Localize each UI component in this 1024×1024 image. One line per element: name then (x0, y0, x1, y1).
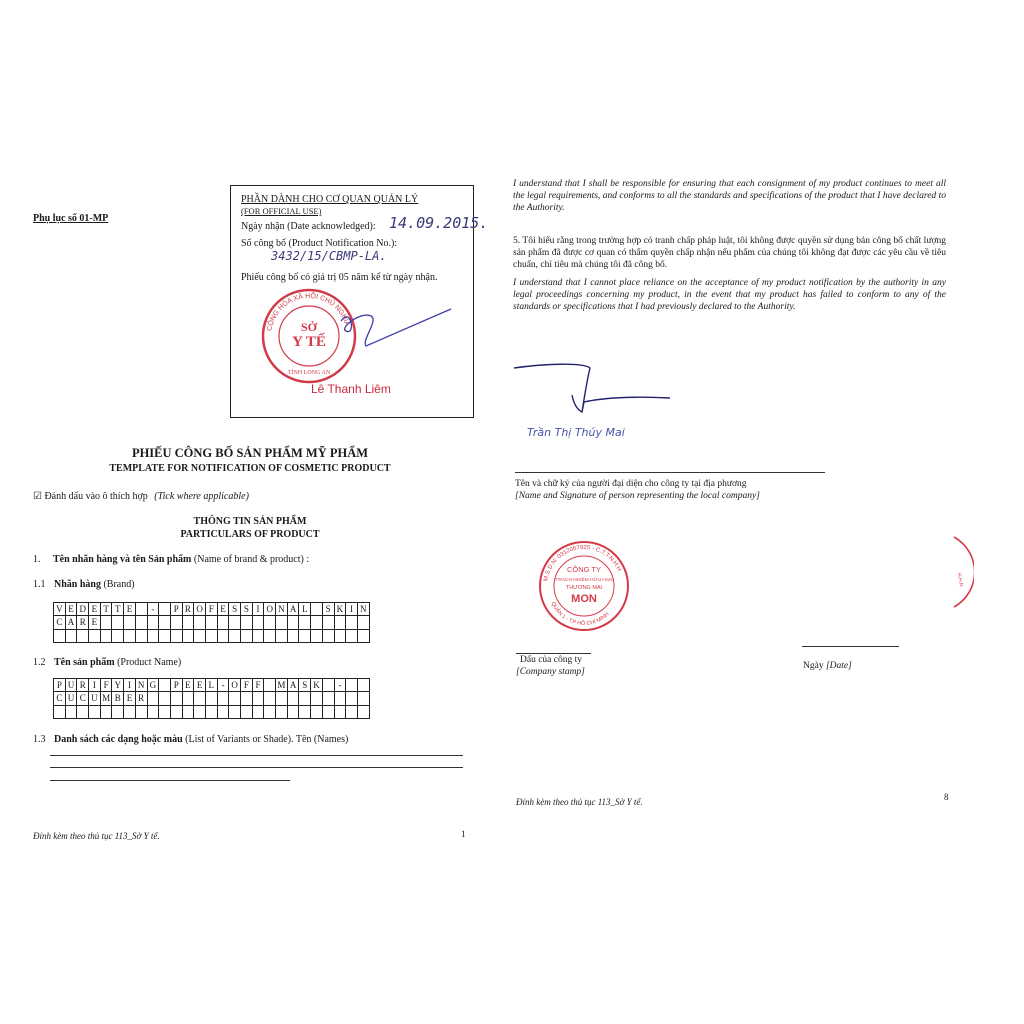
grid-cell (77, 629, 89, 642)
tick-note-vi: ☑ Đánh dấu vào ô thích hợp (33, 491, 148, 502)
grid-cell (241, 705, 253, 718)
grid-cell (159, 679, 171, 692)
grid-cell: D (77, 603, 89, 616)
grid-cell: S (241, 603, 253, 616)
grid-cell: - (217, 679, 229, 692)
stamp-line-3: THƯƠNG MẠI (565, 585, 603, 591)
grid-cell: S (299, 679, 311, 692)
grid-cell (311, 603, 323, 616)
grid-cell (135, 603, 147, 616)
date-line (802, 646, 899, 647)
grid-cell (264, 616, 276, 629)
notification-number-label: Số công bố (Product Notification No.): (241, 238, 398, 249)
brand-grid-row (54, 603, 370, 616)
grid-cell: I (89, 679, 101, 692)
grid-cell (194, 705, 206, 718)
sign-label-en: [Name and Signature of person representing the local company] (515, 491, 760, 501)
grid-cell: E (89, 603, 101, 616)
grid-cell (299, 629, 311, 642)
official-header: PHẦN DÀNH CHO CƠ QUAN QUẢN LÝ (241, 194, 419, 205)
grid-cell (182, 616, 194, 629)
grid-cell (170, 629, 182, 642)
grid-cell (311, 705, 323, 718)
grid-cell (311, 692, 323, 705)
grid-cell (159, 629, 171, 642)
grid-cell: T (112, 603, 124, 616)
grid-cell (357, 692, 369, 705)
grid-cell (229, 692, 241, 705)
grid-cell (334, 629, 346, 642)
grid-cell: L (299, 603, 311, 616)
grid-cell: F (252, 679, 264, 692)
grid-cell: - (334, 679, 346, 692)
title-en: TEMPLATE FOR NOTIFICATION OF COSMETIC PRODUCT (109, 463, 391, 474)
item-1 (33, 554, 309, 565)
grid-cell (311, 629, 323, 642)
grid-cell (287, 629, 299, 642)
item-1-2-label-vi: Tên sản phẩm (54, 657, 115, 668)
grid-cell: P (170, 679, 182, 692)
stamp-ring-text: M.S.D.N: 0312057925 - C.T.T.N.H.H (543, 544, 622, 582)
seal-center-text: SỞ (300, 320, 318, 334)
seal-bottom-text: TỈNH LONG AN (287, 370, 331, 376)
grid-cell (276, 629, 288, 642)
grid-cell (205, 616, 217, 629)
date-label-vi: Ngày (803, 661, 824, 671)
item-1-3-label-en: (List of Variants or Shade). Tên (Names) (185, 734, 349, 745)
variants-line (50, 755, 463, 756)
grid-cell (241, 692, 253, 705)
grid-cell (124, 629, 136, 642)
grid-cell (135, 616, 147, 629)
tick-note-en: (Tick where applicable) (154, 491, 249, 502)
company-stamp-label-en: [Company stamp] (516, 667, 585, 677)
company-stamp-label-vi: Dấu của công ty (520, 655, 582, 665)
item-1-3-label-vi: Danh sách các dạng hoặc màu (54, 734, 183, 745)
grid-cell (334, 705, 346, 718)
seal-center-text-2: Y TẾ (292, 334, 326, 350)
grid-cell (322, 629, 334, 642)
official-signature (331, 301, 461, 361)
grid-cell (217, 692, 229, 705)
edge-stamp-fragment (950, 535, 974, 610)
tick-note (33, 491, 249, 502)
grid-cell (252, 629, 264, 642)
grid-cell (252, 692, 264, 705)
grid-cell: A (287, 603, 299, 616)
grid-cell: O (229, 679, 241, 692)
grid-cell (159, 603, 171, 616)
grid-cell (77, 705, 89, 718)
product-grid-row (54, 705, 370, 718)
grid-cell: C (54, 692, 66, 705)
grid-cell: E (89, 616, 101, 629)
grid-cell (65, 705, 77, 718)
grid-cell: P (170, 603, 182, 616)
grid-cell: C (54, 616, 66, 629)
section-en: PARTICULARS OF PRODUCT (180, 529, 320, 540)
date-acknowledged-value: 14.09.2015. (389, 214, 489, 232)
grid-cell (276, 692, 288, 705)
grid-cell: U (65, 679, 77, 692)
grid-cell: R (77, 679, 89, 692)
brand-grid-row (54, 629, 370, 642)
grid-cell (194, 616, 206, 629)
notification-number-value: 3432/15/CBMP-LA. (271, 249, 387, 263)
grid-cell: S (229, 603, 241, 616)
date-field (803, 661, 852, 671)
grid-cell: M (102, 693, 111, 704)
grid-cell: N (357, 603, 369, 616)
grid-cell (217, 616, 229, 629)
grid-cell: R (135, 692, 147, 705)
item-1-number: 1. (33, 554, 41, 565)
product-grid-row (54, 679, 370, 692)
grid-cell: M (277, 680, 286, 691)
grid-cell: G (147, 679, 159, 692)
section-vi: THÔNG TIN SẢN PHẨM (193, 516, 307, 527)
grid-cell: P (54, 679, 66, 692)
grid-cell (287, 616, 299, 629)
seal-ring-text: CỘNG HÒA XÃ HỘI CHỦ NGHĨA (266, 292, 351, 332)
grid-cell (54, 629, 66, 642)
signature-line (515, 472, 825, 473)
grid-cell: E (217, 603, 229, 616)
grid-cell (357, 679, 369, 692)
grid-cell (276, 616, 288, 629)
grid-cell (252, 705, 264, 718)
grid-cell (229, 616, 241, 629)
grid-cell (159, 692, 171, 705)
grid-cell (322, 616, 334, 629)
grid-cell (205, 705, 217, 718)
grid-cell: R (182, 603, 194, 616)
grid-cell: F (205, 603, 217, 616)
grid-cell (357, 629, 369, 642)
grid-cell (100, 629, 112, 642)
item-1-1-label-vi: Nhãn hàng (54, 579, 101, 590)
grid-cell (264, 705, 276, 718)
representative-signature (512, 360, 682, 420)
grid-cell: - (147, 603, 159, 616)
grid-cell: I (346, 603, 358, 616)
grid-cell: A (65, 616, 77, 629)
official-signer-name: Lê Thanh Liêm (311, 382, 391, 396)
representative-handwritten-name: Trần Thị Thúy Mai (527, 426, 625, 439)
grid-cell (205, 629, 217, 642)
grid-cell: E (124, 692, 136, 705)
item-1-2 (33, 657, 181, 668)
right-page-number: 8 (944, 792, 949, 802)
item-1-label-vi: Tên nhãn hàng và tên Sản phẩm (53, 554, 192, 565)
grid-cell (276, 705, 288, 718)
grid-cell (299, 692, 311, 705)
grid-cell (89, 629, 101, 642)
grid-cell (170, 616, 182, 629)
grid-cell (217, 629, 229, 642)
stamp-line-2: TRÁCH NHIỆM HỮU HẠN (555, 578, 613, 583)
grid-cell: O (194, 603, 206, 616)
stamp-line-4: MON (571, 593, 597, 605)
date-acknowledged-label: Ngày nhận (Date acknowledged): (241, 221, 376, 232)
grid-cell (252, 616, 264, 629)
sign-label-vi: Tên và chữ ký của người đại diện cho công ty tại địa phương (515, 479, 747, 489)
grid-cell (182, 692, 194, 705)
grid-cell (346, 679, 358, 692)
grid-cell (54, 705, 66, 718)
left-page-number: 1 (461, 829, 466, 839)
grid-cell (194, 629, 206, 642)
date-label-en: [Date] (825, 661, 852, 671)
grid-cell (264, 679, 276, 692)
grid-cell (357, 616, 369, 629)
grid-cell (182, 705, 194, 718)
grid-cell: I (124, 679, 136, 692)
brand-grid-row (54, 616, 370, 629)
grid-cell (194, 692, 206, 705)
product-grid-row (54, 692, 370, 705)
grid-cell (287, 692, 299, 705)
grid-cell: K (334, 603, 346, 616)
grid-cell (357, 705, 369, 718)
grid-cell: A (287, 679, 299, 692)
grid-cell: U (89, 692, 101, 705)
grid-cell (124, 705, 136, 718)
grid-cell: N (135, 679, 147, 692)
grid-cell: S (322, 603, 334, 616)
appendix-label: Phụ lục số 01-MP (33, 213, 109, 224)
grid-cell (322, 692, 334, 705)
grid-cell (147, 692, 159, 705)
official-header-en: (FOR OFFICIAL USE) (241, 206, 322, 216)
item-1-label-en: (Name of brand & product) : (193, 554, 310, 565)
grid-cell (170, 692, 182, 705)
grid-cell: U (65, 692, 77, 705)
grid-cell (89, 705, 101, 718)
clause-5-vi: 5. Tôi hiểu rằng trong trường hợp có tranh chấp pháp luật, tôi không được quyền sử dụng bản công bố chất lượng sản phẩm đã được cơ quan có thẩm quyền chấp nhận nếu phẩm của chúng tôi không đạt được các yêu cầu về tiêu chuẩn, chỉ tiêu mà chúng tôi đã công bố. (513, 236, 946, 270)
item-1-3 (33, 734, 348, 745)
left-footer: Đính kèm theo thủ tục 113_Sở Y tế. (33, 831, 160, 841)
variants-line (50, 780, 290, 781)
grid-cell: E (124, 603, 136, 616)
stamp-line-1: CÔNG TY (566, 565, 602, 574)
grid-cell (124, 616, 136, 629)
grid-cell: F (100, 679, 112, 692)
grid-cell: V (54, 603, 66, 616)
grid-cell (182, 629, 194, 642)
grid-cell: Y (112, 679, 124, 692)
grid-cell (159, 705, 171, 718)
grid-cell (100, 616, 112, 629)
title-vi: PHIẾU CÔNG BỐ SẢN PHẨM MỸ PHẨM (131, 446, 369, 460)
brand-grid (53, 602, 370, 643)
grid-cell (112, 705, 124, 718)
grid-cell: B (112, 692, 124, 705)
product-name-grid (53, 678, 370, 719)
grid-cell (217, 705, 229, 718)
grid-cell: N (276, 603, 288, 616)
grid-cell (241, 629, 253, 642)
grid-cell (287, 705, 299, 718)
grid-cell (311, 616, 323, 629)
grid-cell (346, 616, 358, 629)
grid-cell (264, 692, 276, 705)
grid-cell (112, 629, 124, 642)
grid-cell (159, 616, 171, 629)
item-1-2-label-en: (Product Name) (117, 657, 182, 668)
grid-cell (299, 705, 311, 718)
grid-cell (135, 629, 147, 642)
official-use-box (230, 185, 489, 418)
grid-cell (346, 629, 358, 642)
grid-cell (65, 629, 77, 642)
item-1-3-number: 1.3 (33, 734, 46, 745)
item-1-1-label-en: (Brand) (103, 579, 135, 590)
grid-cell (334, 616, 346, 629)
responsibility-paragraph: I understand that I shall be responsible for ensuring that each consignment of my product continues to meet all the legal requirements, and conforms to all the standards and specifications of the product that I have declared to the Authority. (513, 179, 946, 213)
grid-cell (299, 616, 311, 629)
grid-cell (229, 629, 241, 642)
grid-cell (346, 692, 358, 705)
grid-cell (264, 629, 276, 642)
grid-cell (100, 705, 112, 718)
grid-cell: E (65, 603, 77, 616)
right-footer: Đính kèm theo thủ tục 113_Sở Y tế. (516, 797, 643, 807)
validity-note: Phiếu công bố có giá trị 05 năm kể từ ngày nhận. (241, 272, 438, 283)
variants-line (50, 767, 463, 768)
grid-cell (147, 629, 159, 642)
grid-cell (346, 705, 358, 718)
grid-cell: C (77, 692, 89, 705)
stamp-bottom-text: QUẬN 1 - T.P HỒ CHÍ MINH (549, 601, 611, 628)
grid-cell (135, 705, 147, 718)
grid-cell (229, 705, 241, 718)
grid-cell: F (241, 679, 253, 692)
grid-cell: T (100, 603, 112, 616)
grid-cell: L (205, 679, 217, 692)
grid-cell: E (194, 679, 206, 692)
clause-5-en: I understand that I cannot place reliance on the acceptance of my product notification by the authority in any legal proceedings concerning my product, in the event that my product has failed to conform to any of the standards or specifications that I had previously declared to the Authority. (513, 278, 946, 312)
grid-cell (241, 616, 253, 629)
grid-cell: E (182, 679, 194, 692)
grid-cell (334, 692, 346, 705)
grid-cell (170, 705, 182, 718)
grid-cell (112, 616, 124, 629)
edge-stamp-text: H.H.N (955, 572, 964, 588)
grid-cell (322, 679, 334, 692)
grid-cell: O (264, 603, 276, 616)
grid-cell (147, 705, 159, 718)
item-1-1-number: 1.1 (33, 579, 46, 590)
company-stamp (538, 540, 630, 632)
stamp-line (516, 653, 591, 654)
grid-cell: K (311, 679, 323, 692)
grid-cell: R (77, 616, 89, 629)
grid-cell (205, 692, 217, 705)
grid-cell (147, 616, 159, 629)
grid-cell (322, 705, 334, 718)
item-1-1 (33, 579, 135, 590)
grid-cell: I (252, 603, 264, 616)
item-1-2-number: 1.2 (33, 657, 46, 668)
